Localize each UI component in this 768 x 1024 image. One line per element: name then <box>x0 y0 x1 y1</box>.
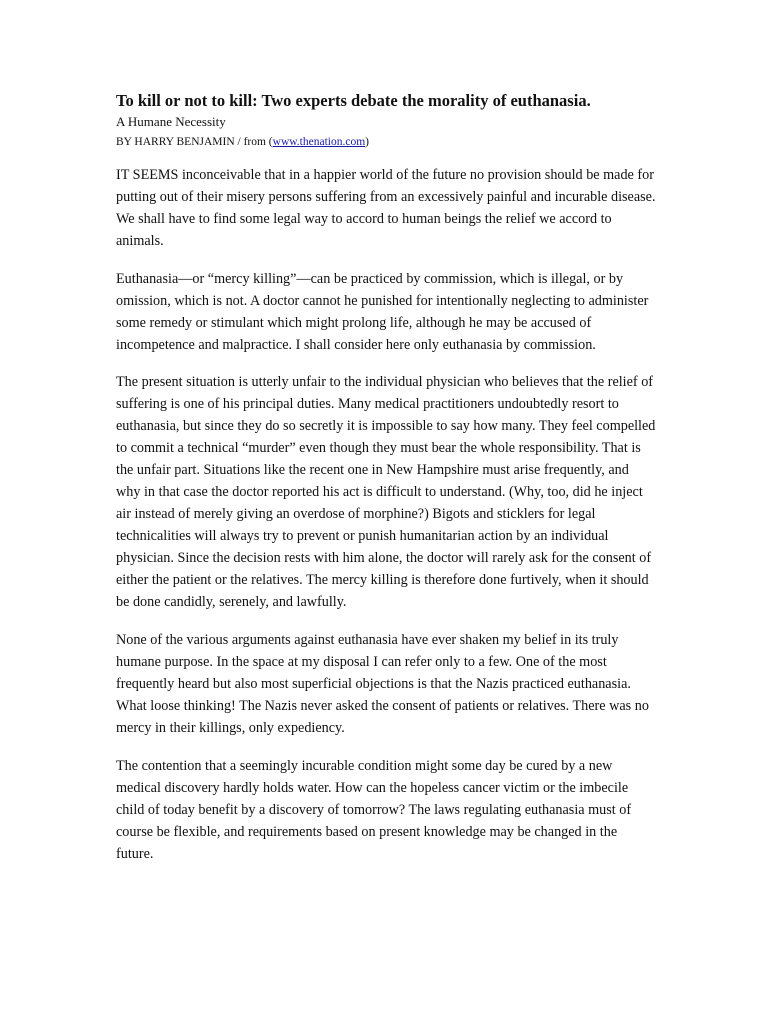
paragraph-1: IT SEEMS inconceivable that in a happier world of the future no provision should be made for putting out of their misery persons suffering from an excessively painful and incurable disease. We shall have to find some legal way to accord to human beings the relief we accord to animals. <box>116 167 656 249</box>
document-page <box>116 90 656 881</box>
paragraph-3: The present situation is utterly unfair to the individual physician who believes that the relief of suffering is one of his principal duties. Many medical practitioners undoubtedly resort to euthanasia, but since they do so secretly it is impossible to say how many. They feel compelled to commit a technical “murder” even though they must bear the whole responsibility. That is the unfair part. Situations like the recent one in New Hampshire must arise frequently, and why in that case the doctor reported his act is difficult to understand. (Why, too, did he inject air instead of merely giving an overdose of morphine?) Bigots and sticklers for legal technicalities will always try to prevent or punish humanitarian action by an individual physician. Since the decision rests with him alone, the doctor will rarely ask for the consent of either the patient or the relatives. The mercy killing is therefore done furtively, when it should be done candidly, serenely, and lawfully. <box>116 374 656 610</box>
paragraph-4: None of the various arguments against euthanasia have ever shaken my belief in its truly humane purpose. In the space at my disposal I can refer only to a few. One of the most frequently heard but also most superficial objections is that the Nazis practiced euthanasia. What loose thinking! The Nazis never asked the consent of patients or relatives. There was no mercy in their killings, only expediency. <box>116 632 649 736</box>
article-title: To kill or not to kill: Two experts debate the morality of euthanasia. <box>116 91 591 110</box>
paragraph-5: The contention that a seemingly incurable condition might some day be cured by a new medical discovery hardly holds water. How can the hopeless cancer victim or the imbecile child of today benefit by a discovery of tomorrow? The laws regulating euthanasia must of course be flexible, and requirements based on present knowledge may be changed in the future. <box>116 758 632 862</box>
byline <box>116 132 656 152</box>
source-link[interactable]: www.thenation.com <box>272 136 366 148</box>
byline-author: BY HARRY BENJAMIN / from ( <box>116 136 273 148</box>
byline-close: ) <box>365 136 369 148</box>
paragraph-2: Euthanasia—or “mercy killing”—can be practiced by commission, which is illegal, or by omission, which is not. A doctor cannot he punished for intentionally neglecting to administer some remedy or stimulant which might prolong life, although he may be accused of incompetence and malpractice. I shall consider here only euthanasia by commission. <box>116 271 649 353</box>
article-subtitle: A Humane Necessity <box>116 114 226 129</box>
